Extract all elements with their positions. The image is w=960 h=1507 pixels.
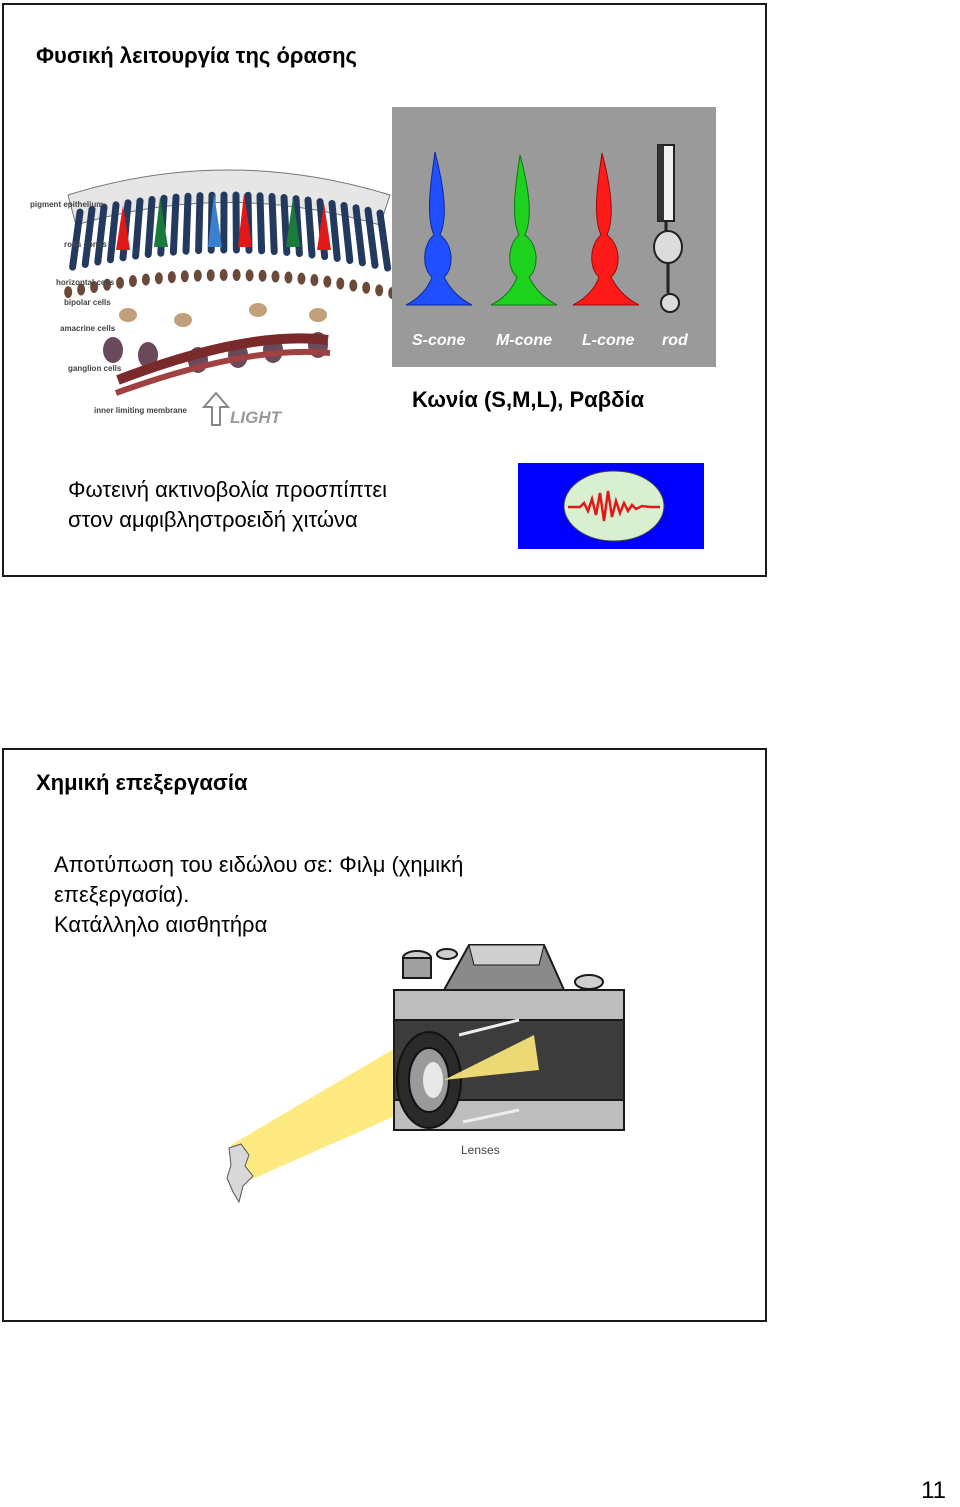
rod-cell bbox=[284, 197, 287, 252]
rod-cell bbox=[186, 196, 188, 251]
rod-cell bbox=[308, 200, 312, 255]
slide-vision-physiology bbox=[2, 3, 767, 577]
slide-title: Φυσική λειτουργία της όρασης bbox=[36, 43, 357, 68]
camera-illustration bbox=[219, 940, 629, 1220]
label-rods-cones: rods cones bbox=[64, 240, 107, 249]
rod-cell bbox=[260, 196, 262, 251]
nucleus bbox=[336, 277, 344, 289]
rod-cell bbox=[148, 200, 152, 255]
rod-label: rod bbox=[662, 332, 688, 349]
text-line-1: Αποτύπωση του ειδώλου σε: Φιλμ (χημική bbox=[54, 852, 464, 877]
nucleus bbox=[129, 275, 137, 287]
m-cone-label: M-cone bbox=[496, 332, 552, 349]
rod-cell bbox=[272, 197, 274, 252]
text-line-2: στον αμφιβληστροειδή χιτώνα bbox=[68, 507, 358, 532]
rod-cell bbox=[173, 197, 176, 252]
nucleus bbox=[246, 269, 254, 281]
text-line-3: Κατάλληλο αισθητήρα bbox=[54, 912, 268, 937]
s-cone-label: S-cone bbox=[412, 332, 466, 349]
nucleus bbox=[362, 282, 370, 294]
l-cone-label: L-cone bbox=[582, 332, 635, 349]
nucleus bbox=[375, 284, 383, 296]
nucleus bbox=[207, 269, 215, 281]
nucleus bbox=[181, 270, 189, 282]
nucleus bbox=[220, 269, 228, 281]
slide-chemical-processing bbox=[2, 748, 767, 1322]
text-line-1: Φωτεινή ακτινοβολία προσπίπτει bbox=[68, 477, 388, 502]
nucleus bbox=[233, 269, 241, 281]
light-wave-icon bbox=[518, 463, 704, 549]
nucleus bbox=[142, 274, 150, 286]
text-line-2: επεξεργασία). bbox=[54, 882, 190, 907]
label-inner-membrane: inner limiting membrane bbox=[94, 406, 187, 415]
rod-cell bbox=[199, 196, 200, 251]
nucleus bbox=[259, 270, 267, 282]
photoreceptor-panel bbox=[392, 107, 716, 367]
nucleus bbox=[284, 271, 292, 283]
nucleus bbox=[272, 271, 280, 283]
retina-diagram bbox=[28, 155, 398, 435]
slide-title: Χημική επεξεργασία bbox=[36, 770, 248, 795]
rod-cell bbox=[136, 201, 140, 256]
label-pigment: pigment epithelium bbox=[30, 200, 104, 209]
nucleus bbox=[323, 276, 331, 288]
page-number: 11 bbox=[921, 1477, 946, 1504]
nucleus bbox=[310, 274, 318, 286]
nucleus bbox=[116, 277, 124, 289]
rod-cell bbox=[380, 213, 388, 268]
nucleus bbox=[194, 270, 202, 282]
label-light: LIGHT bbox=[230, 408, 281, 427]
lenses-label: Lenses bbox=[461, 1143, 500, 1157]
nucleus bbox=[168, 271, 176, 283]
nucleus bbox=[155, 272, 163, 284]
photoreceptor-caption: Κωνία (S,M,L), Ραβδία bbox=[412, 387, 645, 412]
label-horizontal: horizontal cells bbox=[56, 278, 115, 287]
light-arrow-icon bbox=[204, 393, 228, 425]
label-bipolar: bipolar cells bbox=[64, 298, 111, 307]
nucleus bbox=[64, 286, 72, 298]
label-amacrine: amacrine cells bbox=[60, 324, 116, 333]
nucleus bbox=[349, 280, 357, 292]
label-ganglion: ganglion cells bbox=[68, 364, 122, 373]
nucleus bbox=[297, 273, 305, 285]
